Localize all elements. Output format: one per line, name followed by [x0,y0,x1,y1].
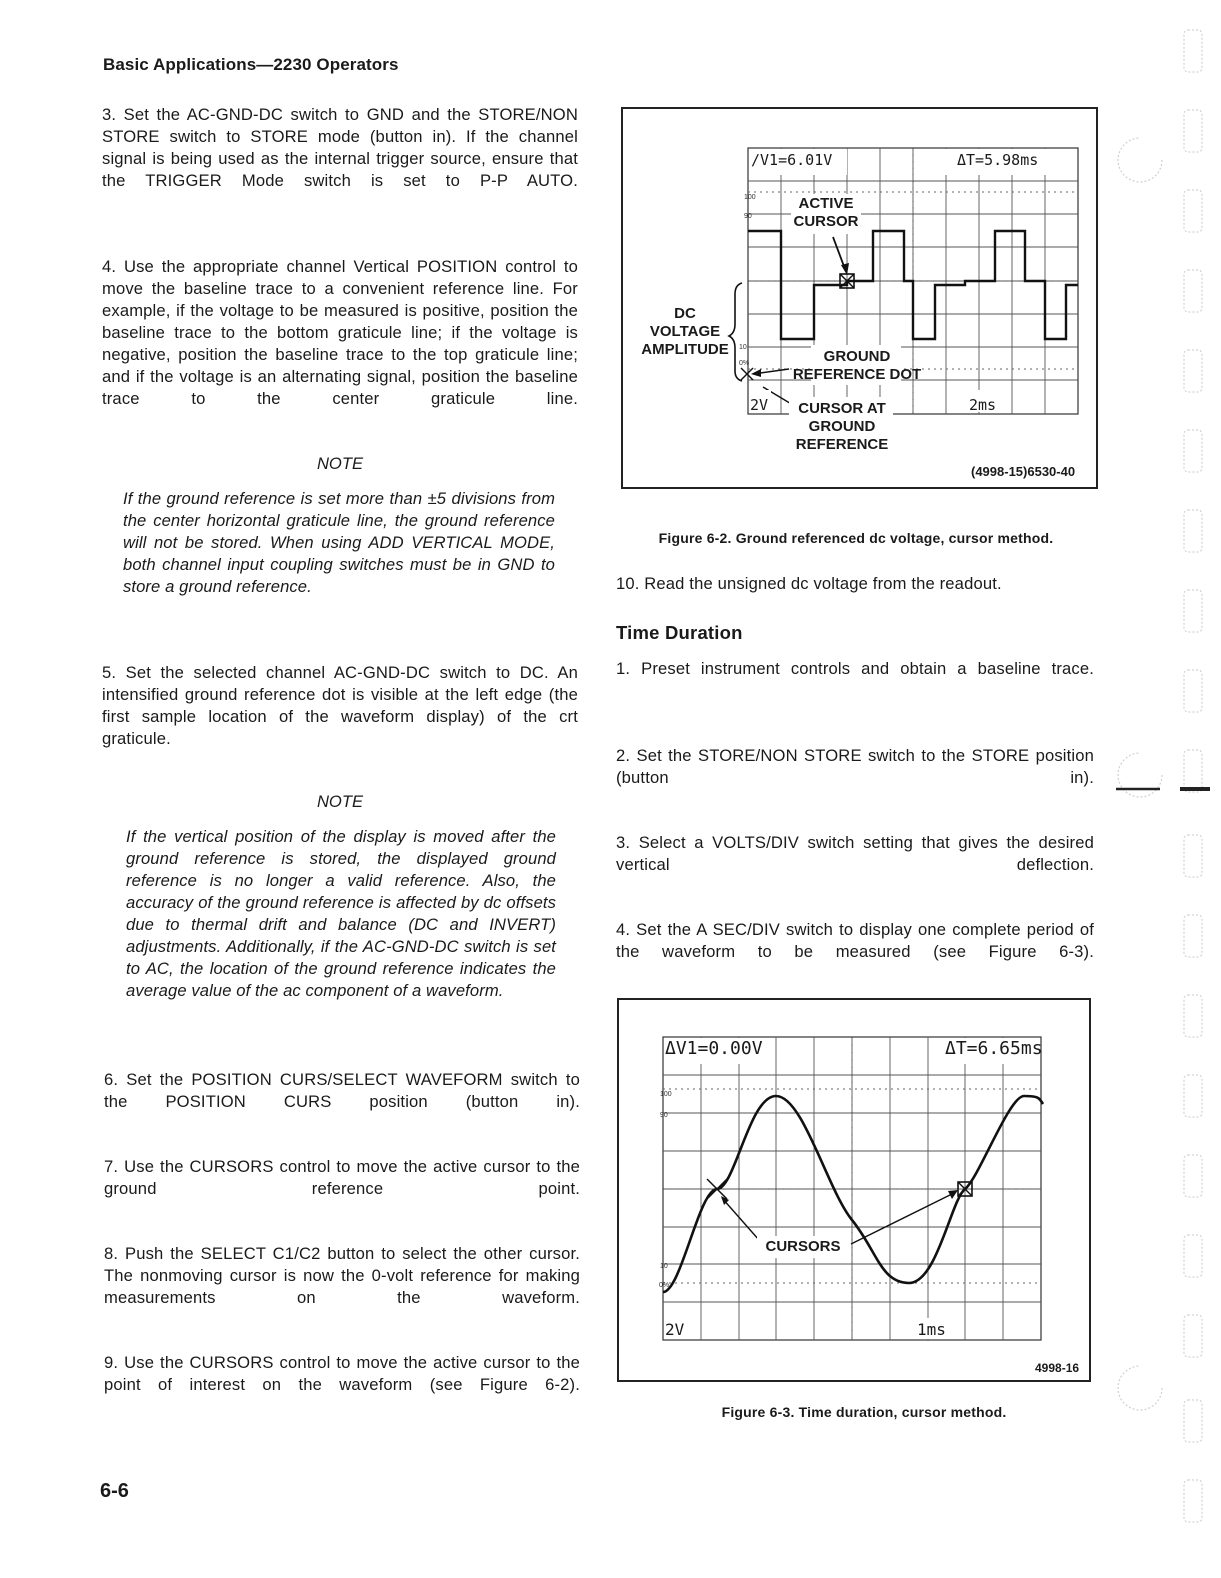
label-dc-line3: AMPLITUDE [641,341,729,358]
time-step-1-paragraph: 1. Preset instrument controls and obtain a baseline trace. [616,659,1094,678]
step-7-paragraph: 7. Use the CURSORS control to move the active cursor to the ground reference point. [104,1157,580,1198]
note-1-text: If the ground reference is set more than ±5 divisions from the center horizontal graticule line, the ground reference will not be stored. When using ADD VERTICAL MODE, both channel input coupling switches must be in GND to store a ground reference. [123,489,555,596]
graticule-label-10: 10 [739,344,747,351]
graticule-label-100: 100 [660,1091,672,1098]
binding-margin-decoration [1170,0,1221,1578]
time-step-3-paragraph: 3. Select a VOLTS/DIV switch setting that gives the desired vertical deflection. [616,833,1094,874]
figure-6-3 [617,998,1091,1382]
time-step-2-paragraph: 2. Set the STORE/NON STORE switch to the STORE position (button in). [616,746,1094,787]
figure-6-3-id: 4998-16 [1035,1361,1080,1375]
note-2-text: If the vertical position of the display is moved after the ground reference is stored, the displayed ground reference is no longer a valid reference. Also, the accuracy of the ground reference is affected by dc offsets due to thermal drift and balance (DC and INVERT) adjustments. Additionally, if the AC-GND-DC switch is set to AC, the location of the ground reference indicates the average value of the ac component of a waveform. [126,827,556,1000]
page-number: 6-6 [100,1480,129,1502]
label-dc-line1: DC [674,305,696,322]
note-1-title: NOTE [316,454,364,473]
graticule-label-100: 100 [744,194,756,201]
figure-6-3-caption: Figure 6-3. Time duration, cursor method. [721,1404,1007,1420]
figure-6-2 [621,107,1098,489]
step-8-paragraph: 8. Push the SELECT C1/C2 button to select the other cursor. The nonmoving cursor is now the 0-volt reference for making measurements on the waveform. [104,1244,580,1307]
graticule-label-0: 0% [659,1282,670,1289]
running-header: Basic Applications—2230 Operators [103,55,399,74]
step-4-paragraph: 4. Use the appropriate channel Vertical POSITION control to move the baseline trace to a convenient reference line. For example, if the voltage to be measured is positive, position the baseline trace to the bottom graticule line; if the voltage is negative, position the baseline trace to the top graticule line; and if the voltage is an alternating signal, position the baseline trace to the center graticule line. [102,257,578,408]
step-5-paragraph: 5. Set the selected channel AC-GND-DC switch to DC. An intensified ground reference dot is visible at the left edge (the first sample location of the waveform display) of the crt graticule. [102,663,578,748]
graticule-label-0: 0% [739,360,750,367]
label-dc-voltage-amplitude [635,305,735,359]
step-3-paragraph: 3. Set the AC-GND-DC switch to GND and the STORE/NON STORE switch to STORE mode (button in). If the channel signal is being used as the internal trigger source, ensure that the TRIGGER Mode switch is set to P-P AUTO. [102,105,578,190]
label-cursors: CURSORS [765,1238,841,1255]
readout-delta-v: ∕V1=6.01V [751,151,833,169]
label-cursor-ground-line1: CURSOR AT [798,400,886,417]
hole-punch-top [1110,130,1170,190]
step-9-paragraph: 9. Use the CURSORS control to move the active cursor to the point of interest on the waveform (see Figure 6-2). [104,1353,580,1394]
readout-sec-div: 2ms [969,396,997,414]
section-title-time-duration: Time Duration [616,622,743,643]
label-active-line2: CURSOR [793,213,859,230]
label-ground-reference-dot [787,348,927,384]
label-cursor-at-ground [787,400,897,454]
graticule-label-90: 90 [660,1112,668,1119]
label-cursor-ground-line3: REFERENCE [795,436,889,453]
note-2-title: NOTE [316,792,364,811]
label-active-cursor [783,195,869,231]
step-6-paragraph: 6. Set the POSITION CURS/SELECT WAVEFORM switch to the POSITION CURS position (button in). [104,1070,580,1111]
hole-punch-bottom [1110,1358,1170,1418]
readout-delta-t: ΔT=6.65ms [945,1038,1043,1059]
readout-delta-t: ΔT=5.98ms [957,151,1039,169]
label-ground-line1: GROUND [823,348,891,365]
readout-sec-div: 1ms [917,1320,946,1339]
step-10-paragraph: 10. Read the unsigned dc voltage from the readout. [616,574,1002,593]
readout-delta-v: ΔV1=0.00V [665,1038,763,1059]
label-active-line1: ACTIVE [798,195,854,212]
graticule-label-90: 90 [744,213,752,220]
label-dc-line2: VOLTAGE [649,323,721,340]
label-cursor-ground-line2: GROUND [808,418,876,435]
readout-volts-div: 2V [750,396,769,414]
figure-6-2-caption: Figure 6-2. Ground referenced dc voltage, cursor method. [658,530,1054,546]
figure-6-2-id: (4998-15)6530-40 [971,464,1076,479]
label-ground-line2: REFERENCE DOT [792,366,922,383]
hole-punch-middle [1110,745,1170,805]
readout-volts-div: 2V [665,1320,685,1339]
time-step-4-paragraph: 4. Set the A SEC/DIV switch to display one complete period of the waveform to be measured (see Figure 6-3). [616,920,1094,961]
graticule-label-10: 10 [660,1263,668,1270]
